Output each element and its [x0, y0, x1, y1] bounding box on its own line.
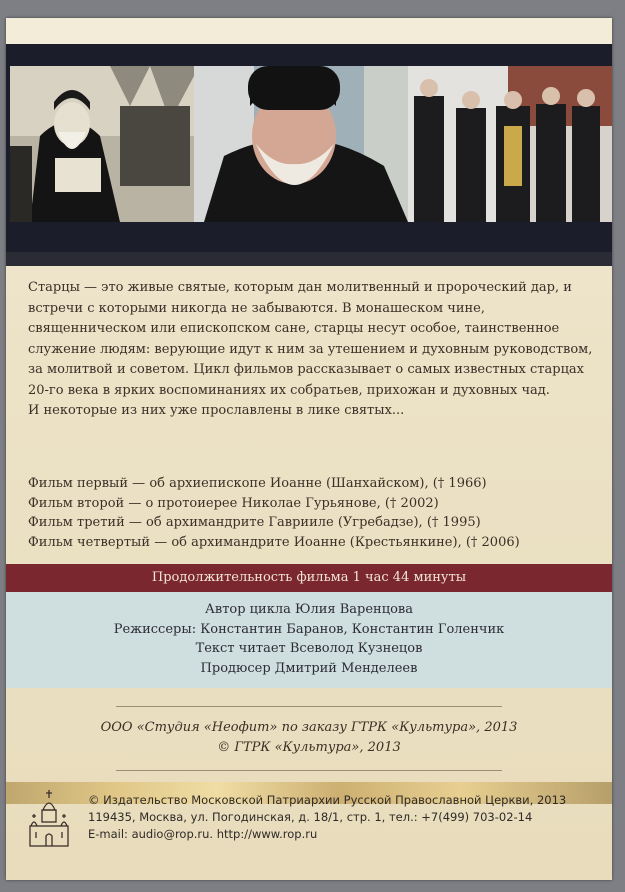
series-description: [28, 278, 594, 422]
photo-group-clergy: [408, 66, 612, 222]
film-list: [28, 474, 594, 552]
photo-archbishop-outdoors: [10, 66, 194, 222]
publisher-copyright: © Издательство Московской Патриархии Русской Православной Церкви, 2013: [88, 793, 567, 807]
credit-producer: Продюсер Дмитрий Менделеев: [200, 660, 418, 676]
credit-author: Автор цикла Юлия Варенцова: [205, 602, 413, 617]
divider-bottom: [116, 770, 502, 771]
band-bottom-strip: [6, 252, 612, 266]
photo-band: [6, 44, 612, 252]
description-closing: И некоторые из них уже прославлены в лике святых...: [28, 403, 405, 418]
divider-top: [116, 706, 502, 707]
credits-block: [6, 592, 612, 688]
top-strip: [6, 18, 612, 44]
studio-line: ООО «Студия «Неофит» по заказу ГТРК «Культура», 2013: [100, 720, 518, 735]
credit-directors: Режиссеры: Константин Баранов, Константин Голенчик: [113, 621, 505, 637]
dvd-back-cover: [6, 18, 612, 880]
film-item: Фильм третий — об архимандрите Гаврииле (Угребадзе), († 1995): [28, 515, 481, 530]
film-item: Фильм первый — об архиепископе Иоанне (Шанхайском), († 1966): [28, 476, 487, 491]
studio-block: [6, 718, 612, 757]
publisher-address: 119435, Москва, ул. Погодинская, д. 18/1, стр. 1, тел.: +7(499) 703-02-14: [88, 810, 533, 824]
credit-narrator: Текст читает Всеволод Кузнецов: [195, 641, 423, 656]
duration-banner: Продолжительность фильма 1 час 44 минуты: [6, 564, 612, 592]
film-item: Фильм четвертый — об архимандрите Иоанне (Крестьянкине), († 2006): [28, 534, 520, 550]
church-icon: [26, 788, 72, 850]
publisher-contacts: E-mail: audio@rop.ru. http://www.rop.ru: [88, 827, 318, 841]
film-item: Фильм второй — о протоиерее Николае Гурьянове, († 2002): [28, 495, 439, 511]
copyright-line: © ГТРК «Культура», 2013: [217, 739, 401, 755]
photo-elder-portrait: [194, 66, 408, 222]
description-paragraph: Старцы — это живые святые, которым дан молитвенный и пророческий дар, и встречи с которыми никогда не забываются. В монашеском чине, священническом или епископском сане, старцы несут особое, таинственное служение людям: верующие идут к ним за утешением и духовным руководством, за молитвой и советом. Цикл фильмов рассказывает о самых известных старцах 20-го века в ярких воспоминаниях их собратьев, прихожан и духовных чад.: [28, 280, 593, 398]
publisher-info: [88, 792, 608, 843]
